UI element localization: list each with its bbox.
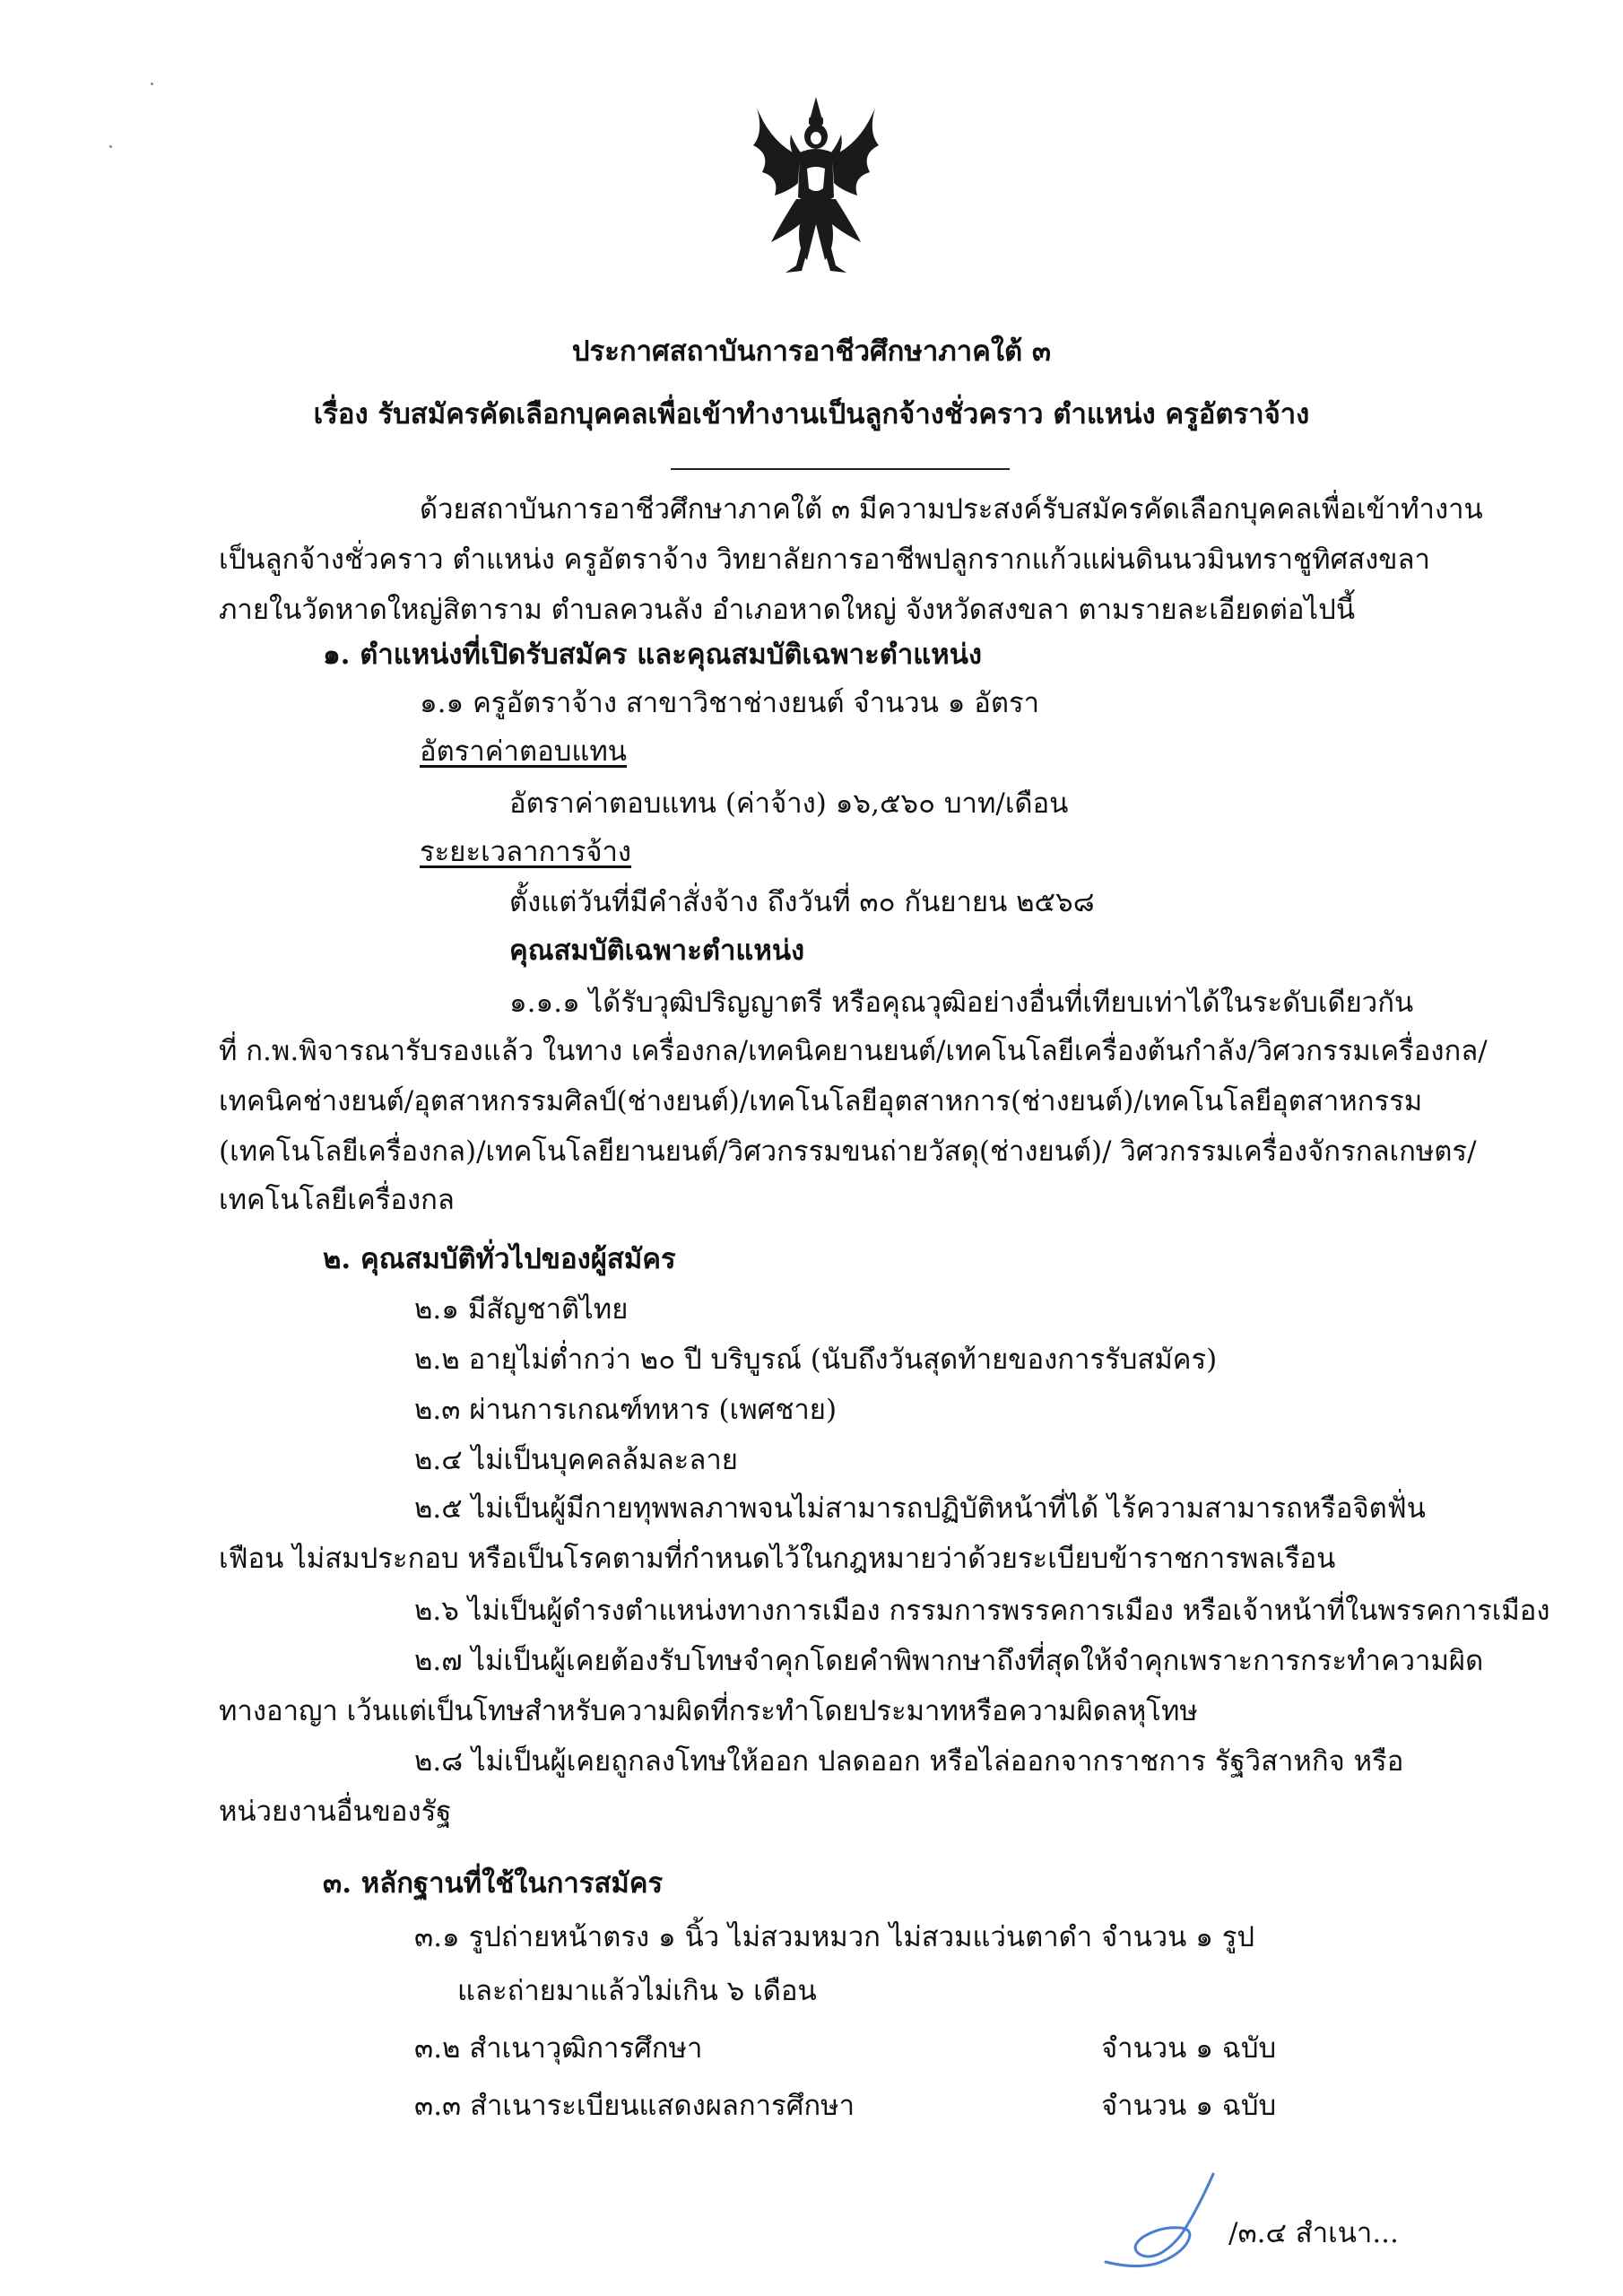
document-item-qty: จำนวน ๑ ฉบับ xyxy=(1101,2032,1277,2065)
section2-heading: ๒. คุณสมบัติทั่วไปของผู้สมัคร xyxy=(323,1243,676,1275)
scan-speck xyxy=(151,83,153,85)
intro-line-3: ภายในวัดหาดใหญ่สิตาราม ตำบลควนลัง อำเภอหาดใหญ่ จังหวัดสงขลา ตามรายละเอียดต่อไปนี้ xyxy=(219,594,1356,626)
document-item-label-cont: และถ่ายมาแล้วไม่เกิน ๖ เดือน xyxy=(457,1975,817,2007)
intro-line-1: ด้วยสถาบันการอาชีวศึกษาภาคใต้ ๓ มีความประสงค์รับสมัครคัดเลือกบุคคลเพื่อเข้าทำงาน xyxy=(420,493,1483,526)
handwritten-signature xyxy=(1098,2170,1224,2269)
general-qual-item: ๒.๗ ไม่เป็นผู้เคยต้องรับโทษจำคุกโดยคำพิพากษาถึงที่สุดให้จำคุกเพราะการกระทำความผิด xyxy=(414,1645,1484,1677)
qualification-line-4: (เทคโนโลยีเครื่องกล)/เทคโนโลยียานยนต์/วิศวกรรมขนถ่ายวัสดุ(ช่างยนต์)/ วิศวกรรมเครื่องจักรกลเกษตร/ xyxy=(219,1135,1477,1168)
qualification-line-5: เทคโนโลยีเครื่องกล xyxy=(219,1184,455,1216)
section3-heading: ๓. หลักฐานที่ใช้ในการสมัคร xyxy=(323,1867,664,1900)
announcement-subject: เรื่อง รับสมัครคัดเลือกบุคคลเพื่อเข้าทำงานเป็นลูกจ้างชั่วคราว ตำแหน่ง ครูอัตราจ้าง xyxy=(313,398,1310,430)
position-item: ๑.๑ ครูอัตราจ้าง สาขาวิชาช่างยนต์ จำนวน ๑ อัตรา xyxy=(420,687,1040,719)
general-qual-item: ๒.๔ ไม่เป็นบุคคลล้มละลาย xyxy=(414,1444,738,1476)
qualification-heading: คุณสมบัติเฉพาะตำแหน่ง xyxy=(509,935,805,967)
document-item-label: ๓.๒ สำเนาวุฒิการศึกษา xyxy=(414,2032,703,2065)
general-qual-item: ๒.๓ ผ่านการเกณฑ์ทหาร (เพศชาย) xyxy=(414,1394,838,1426)
general-qual-item: ๒.๑ มีสัญชาติไทย xyxy=(414,1293,629,1326)
qualification-line-1: ๑.๑.๑ ได้รับวุฒิปริญญาตรี หรือคุณวุฒิอย่างอื่นที่เทียบเท่าได้ในระดับเดียวกัน xyxy=(509,987,1414,1019)
pay-text: อัตราค่าตอบแทน (ค่าจ้าง) ๑๖,๕๖๐ บาท/เดือน xyxy=(509,787,1069,820)
general-qual-item: ๒.๖ ไม่เป็นผู้ดำรงตำแหน่งทางการเมือง กรรมการพรรคการเมือง หรือเจ้าหน้าที่ในพรรคการเมือง xyxy=(414,1595,1550,1627)
document-item-label: ๓.๑ รูปถ่ายหน้าตรง ๑ นิ้ว ไม่สวมหมวก ไม่สวมแว่นตาดำ xyxy=(414,1921,1093,1953)
document-item-qty: จำนวน ๑ รูป xyxy=(1101,1921,1255,1953)
general-qual-item-cont: ทางอาญา เว้นแต่เป็นโทษสำหรับความผิดที่กระทำโดยประมาทหรือความผิดลหุโทษ xyxy=(219,1695,1198,1727)
qualification-line-2: ที่ ก.พ.พิจารณารับรองแล้ว ในทาง เครื่องกล/เทคนิคยานยนต์/เทคโนโลยีเครื่องต้นกำลัง/วิศวกรรมเครื่องกล/ xyxy=(219,1035,1488,1067)
title-divider xyxy=(671,468,1010,470)
general-qual-item: ๒.๘ ไม่เป็นผู้เคยถูกลงโทษให้ออก ปลดออก หรือไล่ออกจากราชการ รัฐวิสาหกิจ หรือ xyxy=(414,1745,1404,1778)
period-heading: ระยะเวลาการจ้าง xyxy=(420,836,632,868)
qualification-line-3: เทคนิคช่างยนต์/อุตสาหกรรมศิลป์(ช่างยนต์)/เทคโนโลยีอุตสาหการ(ช่างยนต์)/เทคโนโลยีอุตสาหกรรม xyxy=(219,1085,1423,1118)
document-item-label: ๓.๓ สำเนาระเบียนแสดงผลการศึกษา xyxy=(414,2090,855,2122)
page-continuation: /๓.๔ สำเนา... xyxy=(1228,2217,1399,2249)
period-text: ตั้งแต่วันที่มีคำสั่งจ้าง ถึงวันที่ ๓๐ กันยายน ๒๕๖๘ xyxy=(509,886,1095,918)
general-qual-item: ๒.๕ ไม่เป็นผู้มีกายทุพพลภาพจนไม่สามารถปฏิบัติหน้าที่ได้ ไร้ความสามารถหรือจิตฟั่น xyxy=(414,1492,1426,1525)
document-item-qty: จำนวน ๑ ฉบับ xyxy=(1101,2090,1277,2122)
announcement-title: ประกาศสถาบันการอาชีวศึกษาภาคใต้ ๓ xyxy=(571,335,1052,368)
general-qual-item: ๒.๒ อายุไม่ต่ำกว่า ๒๐ ปี บริบูรณ์ (นับถึงวันสุดท้ายของการรับสมัคร) xyxy=(414,1344,1218,1376)
pay-heading: อัตราค่าตอบแทน xyxy=(420,735,627,768)
section1-heading: ๑. ตำแหน่งที่เปิดรับสมัคร และคุณสมบัติเฉพาะตำแหน่ง xyxy=(323,639,983,671)
general-qual-item-cont: หน่วยงานอื่นของรัฐ xyxy=(219,1796,452,1828)
intro-line-2: เป็นลูกจ้างชั่วคราว ตำแหน่ง ครูอัตราจ้าง วิทยาลัยการอาชีพปลูกรากแก้วแผ่นดินนวมินทราชูทิศสงขลา xyxy=(219,544,1430,576)
scan-speck xyxy=(109,145,112,148)
garuda-emblem-icon xyxy=(744,90,888,287)
general-qual-item-cont: เฟือน ไม่สมประกอบ หรือเป็นโรคตามที่กำหนดไว้ในกฎหมายว่าด้วยระเบียบข้าราชการพลเรือน xyxy=(219,1543,1336,1575)
